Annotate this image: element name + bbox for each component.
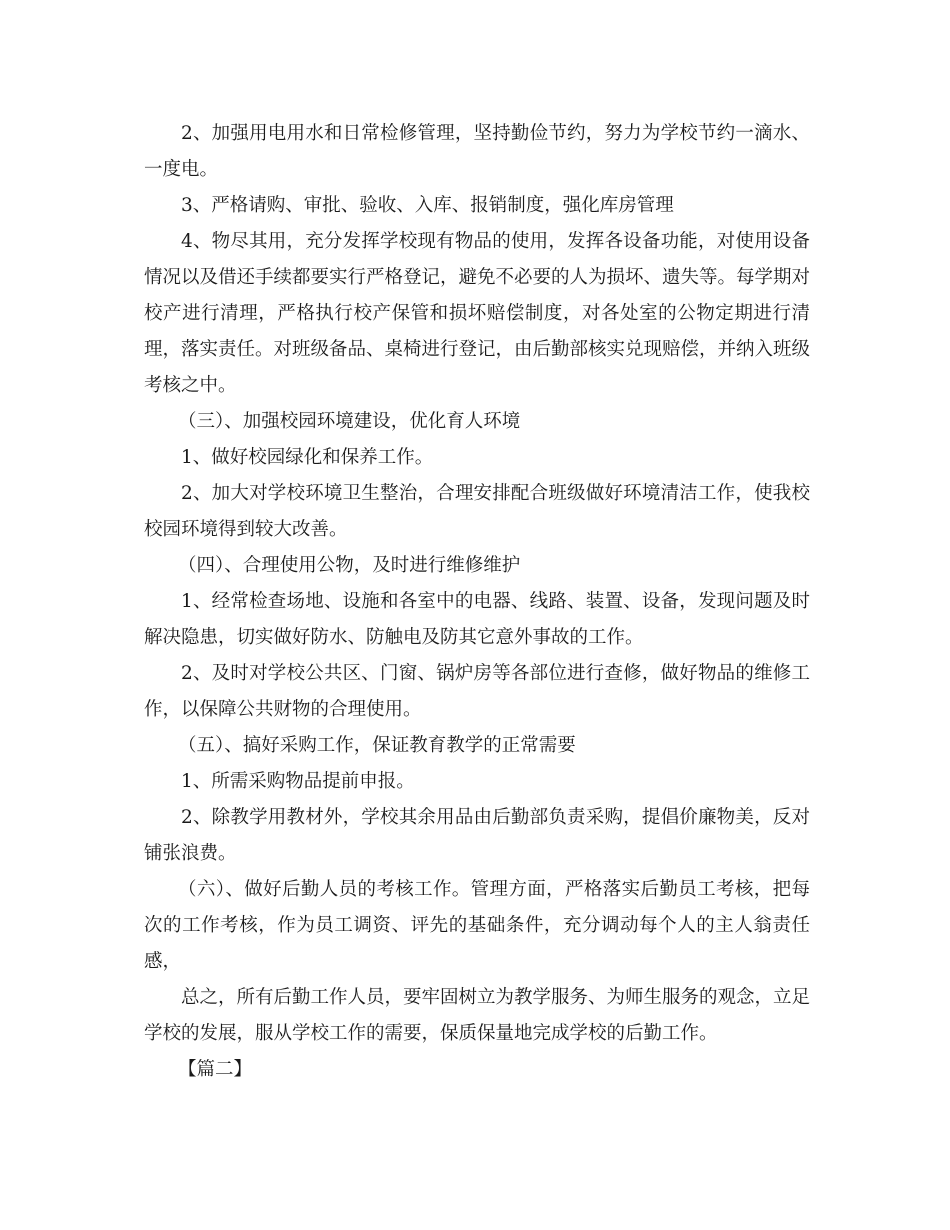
part-two-heading: 【篇二】 bbox=[178, 1059, 253, 1080]
paragraph-item-4: 4、物尽其用，充分发挥学校现有物品的使用，发挥各设备功能，对使用设备情况以及借还手续都要实行严格登记，避免不必要的人为损坏、遗失等。每学期对校产进行清理，严格执行校产保管和损坏赔偿制度，对各处室的公物定期进行清理，落实责任。对班级备品、桌椅进行登记，由后勤部核实兑现赔偿，并纳入班级考核之中。 bbox=[144, 231, 811, 396]
paragraph-conclusion: 总之，所有后勤工作人员，要牢固树立为教学服务、为师生服务的观念，立足学校的发展，服从学校工作的需要，保质保量地完成学校的后勤工作。 bbox=[144, 987, 811, 1044]
paragraph-item-3: 3、严格请购、审批、验收、入库、报销制度，强化库房管理 bbox=[181, 195, 674, 216]
paragraph-inspection: 1、经常检查场地、设施和各室中的电器、线路、装置、设备，发现问题及时解决隐患，切实做好防水、防触电及防其它意外事故的工作。 bbox=[144, 591, 810, 648]
paragraph-purchase-responsibility: 2、除教学用教材外，学校其余用品由后勤部负责采购，提倡价廉物美，反对铺张浪费。 bbox=[144, 807, 810, 864]
paragraph-environment: 2、加大对学校环境卫生整治，合理安排配合班级做好环境清洁工作，使我校校园环境得到较大改善。 bbox=[144, 483, 810, 540]
paragraph-greening: 1、做好校园绿化和保养工作。 bbox=[181, 447, 434, 468]
document-body bbox=[144, 116, 810, 1088]
section-heading-6: （六）、做好后勤人员的考核工作。管理方面，严格落实后勤员工考核，把每次的工作考核，作为员工调资、评先的基础条件，充分调动每个人的主人翁责任感， bbox=[144, 879, 810, 972]
section-heading-3: （三）、加强校园环境建设，优化育人环境 bbox=[178, 411, 521, 432]
section-heading-5: （五）、搞好采购工作，保证教育教学的正常需要 bbox=[178, 735, 576, 756]
paragraph-item-2: 2、加强用电用水和日常检修管理，坚持勤俭节约，努力为学校节约一滴水、一度电。 bbox=[144, 123, 810, 180]
paragraph-repair: 2、及时对学校公共区、门窗、锅炉房等各部位进行查修，做好物品的维修工作，以保障公共财物的合理使用。 bbox=[144, 663, 810, 720]
section-heading-4: （四）、合理使用公物，及时进行维修维护 bbox=[178, 555, 521, 576]
paragraph-purchase-request: 1、所需采购物品提前申报。 bbox=[181, 771, 415, 792]
